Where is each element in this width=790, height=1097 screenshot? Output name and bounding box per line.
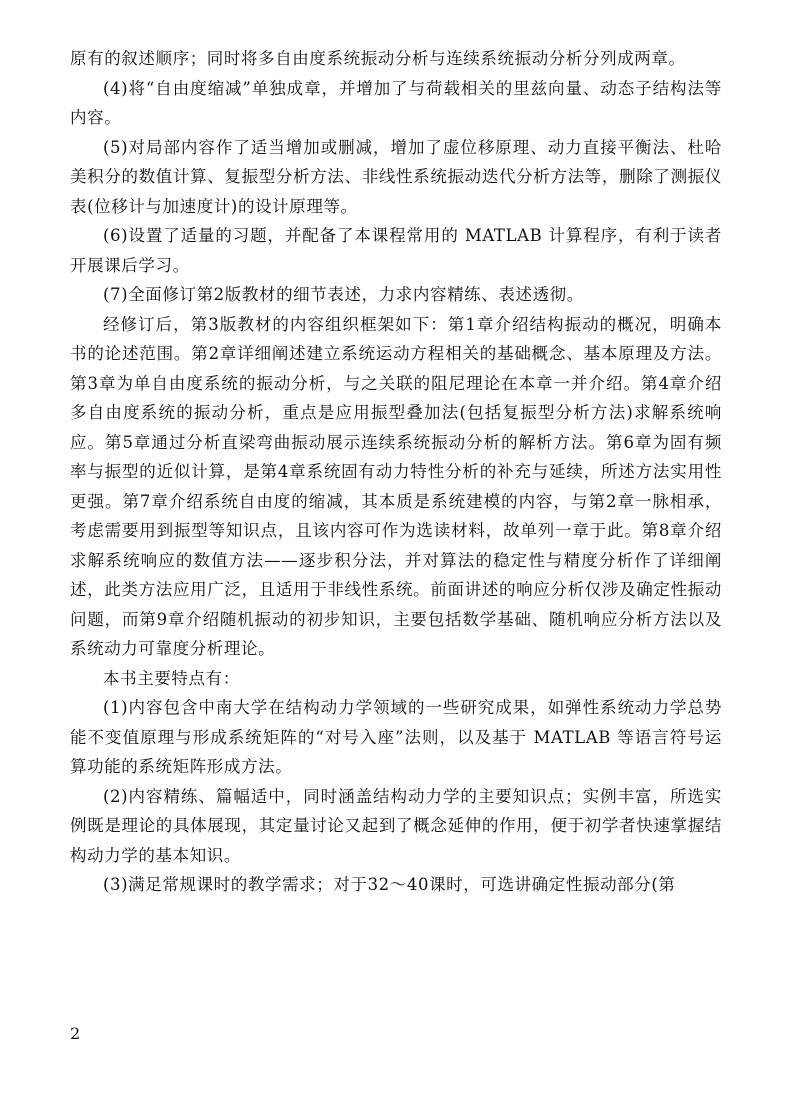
paragraph-1: 原有的叙述顺序；同时将多自由度系统振动分析与连续系统振动分析分列成两章。 <box>70 49 686 68</box>
paragraph-10: (3)满足常规课时的教学需求；对于32～40课时，可选讲确定性振动部分(第 <box>103 875 676 894</box>
paragraph-7: 本书主要特点有： <box>103 668 240 688</box>
paragraph-9: (2)内容精练、篇幅适中，同时涵盖结构动力学的主要知识点；实例丰富，所选实例既是理论的具体展现，其定量讨论又起到了概念延伸的作用，便于初学者快速掌握结构动力学的基本知识。 <box>70 786 722 865</box>
paragraph-8: (1)内容包含中南大学在结构动力学领域的一些研究成果，如弹性系统动力学总势能不变值原理与形成系统矩阵的“对号入座”法则，以及基于 MATLAB 等语言符号运算功能的系统矩阵形成方法。 <box>70 698 722 776</box>
paragraph-4: (6)设置了适量的习题，并配备了本课程常用的 MATLAB 计算程序，有利于读者开展课后学习。 <box>70 226 722 275</box>
paragraph-6: 经修订后，第3版教材的内容组织框架如下：第1章介绍结构振动的概况，明确本书的论述范围。第2章详细阐述建立系统运动方程相关的基础概念、基本原理及方法。第3章为单自由度系统的振动分析，与之关联的阻尼理论在本章一并介绍。第4章介绍多自由度系统的振动分析，重点是应用振型叠加法(包括复振型分析方法)求解系统响应。第5章通过分析直梁弯曲振动展示连续系统振动分析的解析方法。第6章为固有频率与振型的近似计算，是第4章系统固有动力特性分析的补充与延续，所述方法实用性更强。第7章介绍系统自由度的缩减，其本质是系统建模的内容，与第2章一脉相承，考虑需要用到振型等知识点，且该内容可作为选读材料，故单列一章于此。第8章介绍求解系统响应的数值方法——逐步积分法，并对算法的稳定性与精度分析作了详细阐述，此类方法应用广泛，且适用于非线性系统。前面讲述的响应分析仅涉及确定性振动问题，而第9章介绍随机振动的初步知识，主要包括数学基础、随机响应分析方法以及系统动力可靠度分析理论。 <box>70 314 722 658</box>
page-number: 2 <box>70 1024 81 1043</box>
paragraph-3: (5)对局部内容作了适当增加或删减，增加了虚位移原理、动力直接平衡法、杜哈美积分的数值计算、复振型分析方法、非线性系统振动迭代分析方法等，删除了测振仪表(位移计与加速度计)的设计原理等。 <box>70 137 722 216</box>
paragraph-2: (4)将“自由度缩减”单独成章，并增加了与荷载相关的里兹向量、动态子结构法等内容。 <box>70 78 722 127</box>
body-text <box>70 44 722 900</box>
paragraph-5: (7)全面修订第2版教材的细节表述，力求内容精练、表述透彻。 <box>103 285 584 304</box>
